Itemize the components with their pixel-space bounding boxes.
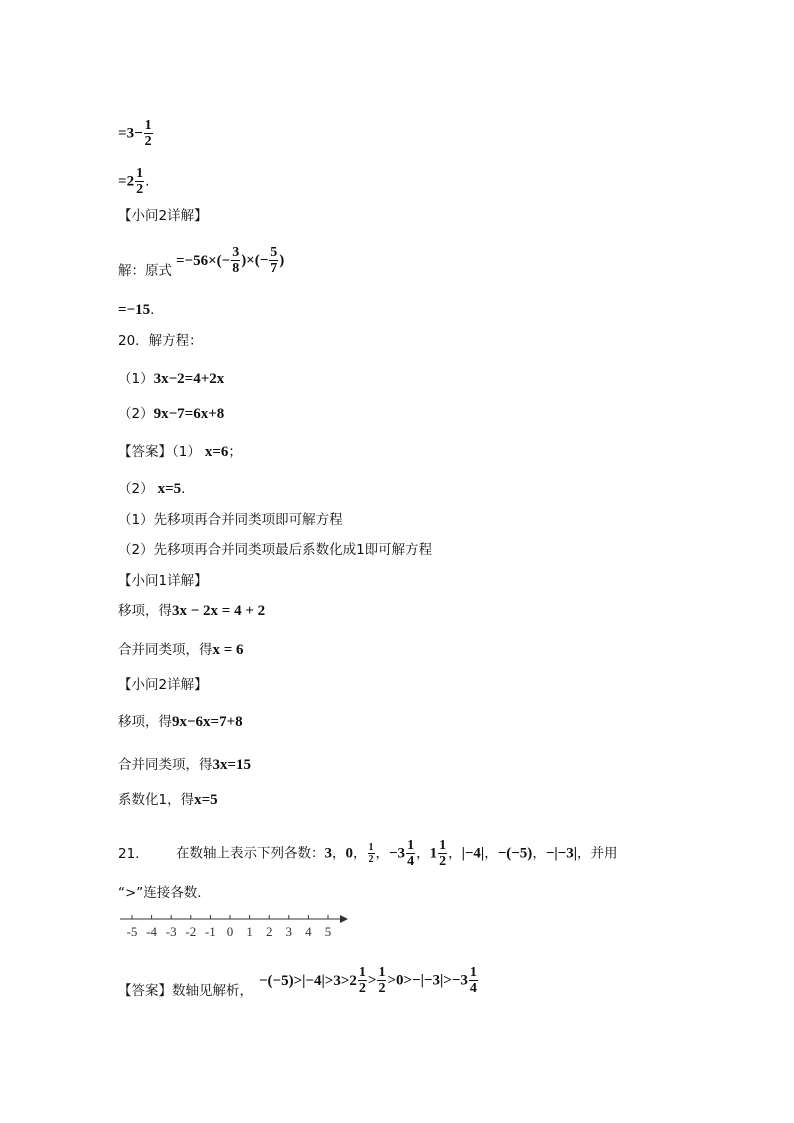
fraction: $\frac{1}{2}$ <box>439 838 447 869</box>
prev-step-2: =2 $\frac{1}{2}$ . <box>118 166 150 197</box>
fraction: $\frac{1}{2}$ <box>378 965 386 996</box>
q21-prompt: 21. 在数轴上表示下列各数：3，0， $\frac{1}{2}$ ，−3 $\frac{1}{4}$ ，1 $\frac{1}{2}$ ，|−4|，−(−5)，−|−3|，并用 <box>118 838 618 869</box>
q20-sub2-step2: 合并同类项，得3x=15 <box>118 757 252 773</box>
q20-sub2-heading: 【小问2详解】 <box>118 677 208 693</box>
q20-title: 20．解方程： <box>118 333 203 349</box>
q19-part2-expression: 解：原式=−56×(− $\frac{3}{8}$ )×(− $\frac{5}{7}$ ) <box>118 245 285 279</box>
number-line <box>118 910 350 946</box>
q20-sub2-step1: 移项，得9x−6x=7+8 <box>118 714 243 730</box>
number-line-tick-label: 3 <box>285 924 293 939</box>
number-line-tick-label: -1 <box>204 924 216 939</box>
fraction: $\frac{1}{2}$ <box>144 118 152 149</box>
q20-sub1-heading: 【小问1详解】 <box>118 573 208 589</box>
number-line-tick-label: -4 <box>146 924 158 939</box>
fraction: $\frac{3}{8}$ <box>232 245 240 276</box>
number-line-svg <box>118 910 350 942</box>
fraction: $\frac{1}{2}$ <box>358 965 366 996</box>
q19-part2-heading: 【小问2详解】 <box>118 208 208 224</box>
fraction: $\frac{1}{2}$ <box>136 166 144 197</box>
number-line-tick-label: 1 <box>246 924 253 939</box>
number-line-tick-label: 5 <box>324 924 332 939</box>
fraction: $\frac{1}{2}$ <box>368 842 374 865</box>
prev-step-1: =3− $\frac{1}{2}$ <box>118 118 152 149</box>
fraction: $\frac{1}{4}$ <box>407 838 415 869</box>
number-line-tick-label: 0 <box>226 924 234 939</box>
q20-part2: （2）9x−7=6x+8 <box>118 406 225 422</box>
q19-part2-result: =−15. <box>118 302 155 318</box>
q20-sub2-step3: 系数化1，得x=5 <box>118 792 218 808</box>
number-line-tick-label: -2 <box>185 924 197 939</box>
q20-answer-2: （2） x=5. <box>118 481 186 497</box>
fraction: $\frac{1}{4}$ <box>469 965 477 996</box>
number-line-tick-label: -3 <box>165 924 177 939</box>
number-line-tick-label: 2 <box>265 924 273 939</box>
q21-prompt-line2: “>”连接各数． <box>118 885 211 901</box>
number-line-tick-label: 4 <box>305 924 312 939</box>
q20-hint-1: （1）先移项再合并同类项即可解方程 <box>118 512 343 528</box>
q20-sub1-step2: 合并同类项，得x = 6 <box>118 642 244 658</box>
number-line-arrow-icon <box>340 915 348 923</box>
fraction: $\frac{5}{7}$ <box>270 245 278 276</box>
q20-part1: （1）3x−2=4+2x <box>118 371 225 387</box>
q20-sub1-step1: 移项，得3x − 2x = 4 + 2 <box>118 603 266 619</box>
q20-answer: 【答案】（1） x=6； <box>118 444 242 460</box>
q20-hint-2: （2）先移项再合并同类项最后系数化成1即可解方程 <box>118 542 433 558</box>
q21-answer: 【答案】数轴见解析，−(−5)>|−4|>3>2 $\frac{1}{2}$ > $\frac{1}{2}$ >0>−|−3|>−3 $\frac{1}{4}$ <box>118 965 477 999</box>
number-line-tick-label: -5 <box>126 924 138 939</box>
